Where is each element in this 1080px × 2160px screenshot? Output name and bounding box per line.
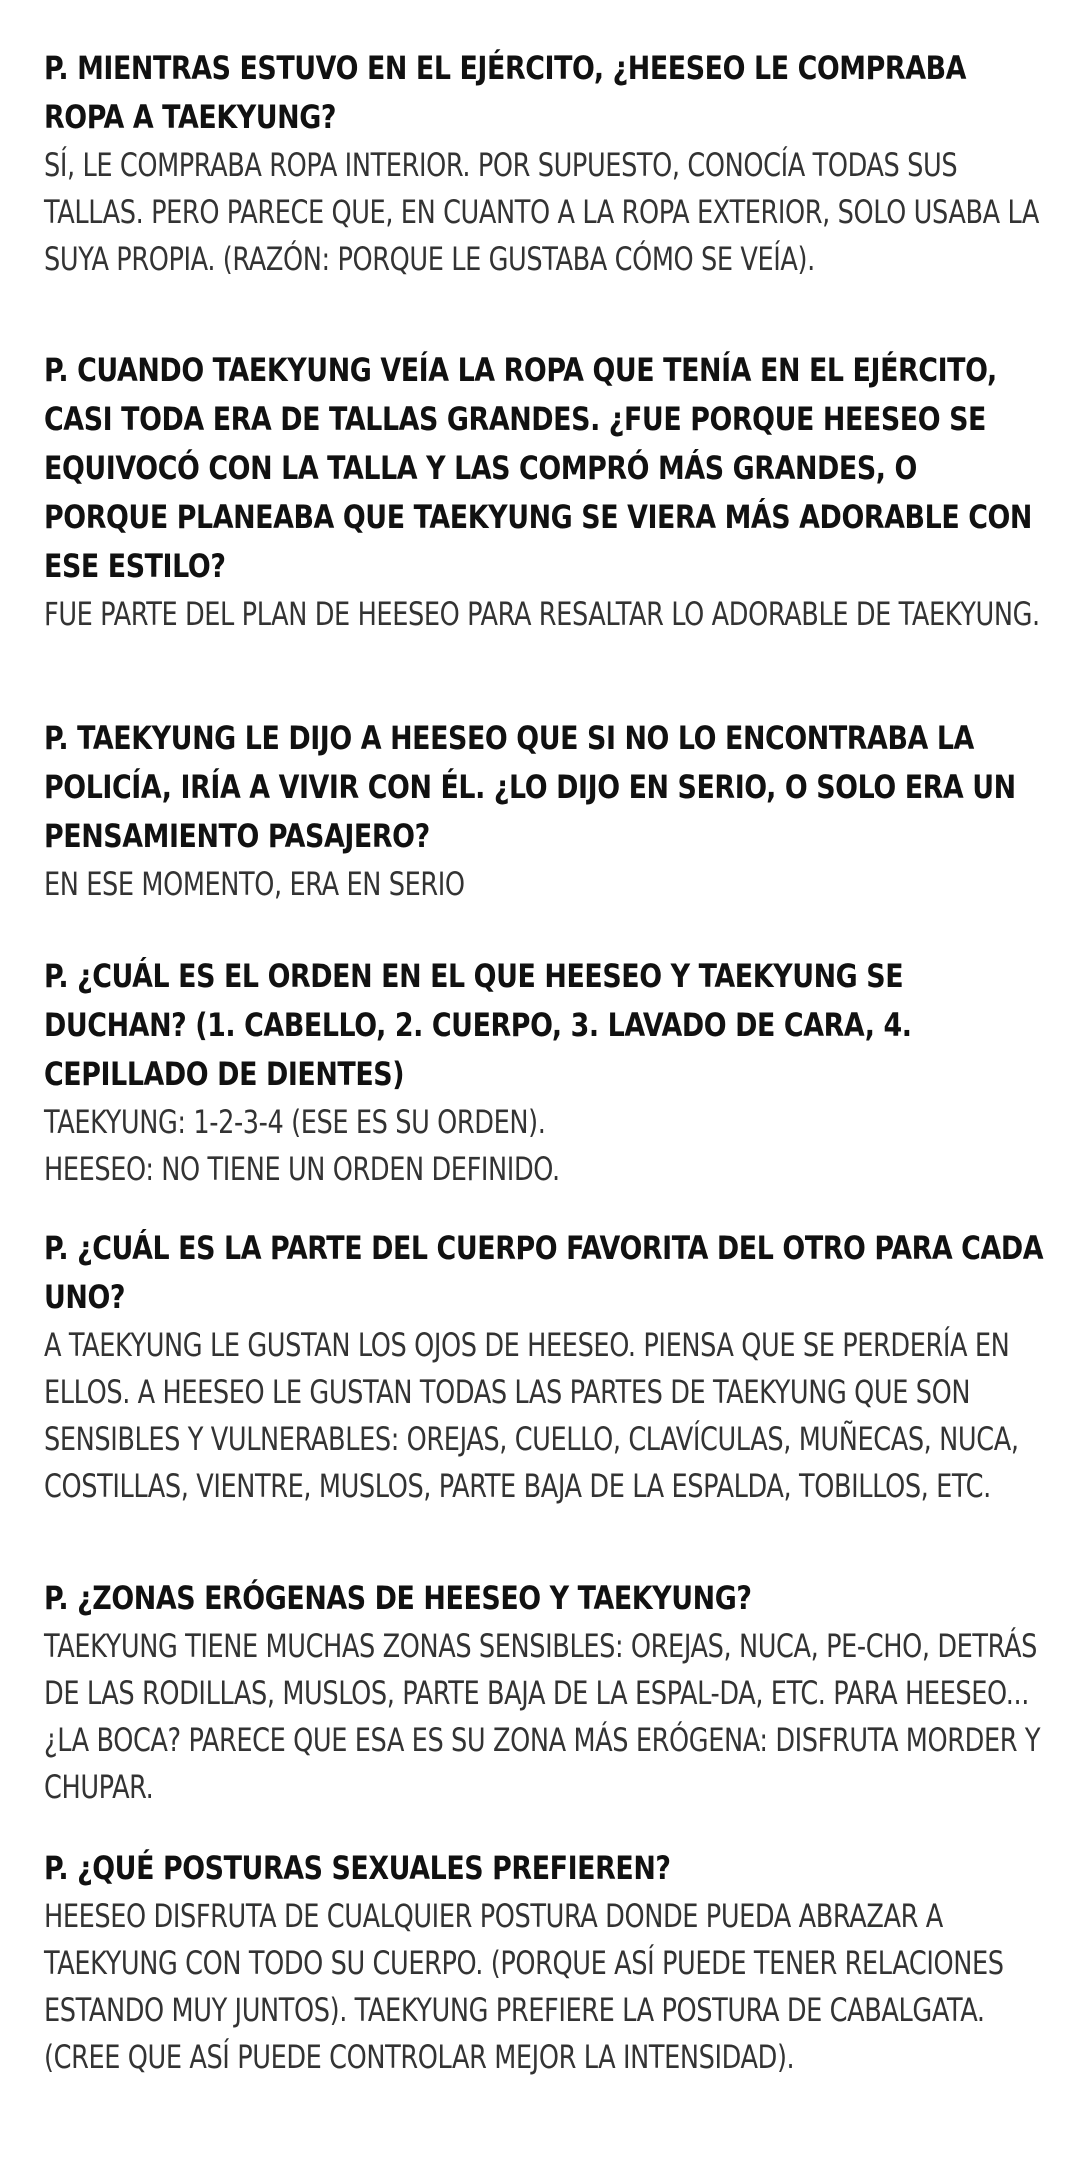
qa-item-large-sizes xyxy=(44,346,1044,688)
question-text: P. CUANDO TAEKYUNG VEÍA LA ROPA QUE TENÍA EN EL EJÉRCITO, CASI TODA ERA DE TALLAS GRANDES. ¿FUE PORQUE HEESEO SE EQUIVOCÓ CON LA TALLA Y LAS COMPRÓ MÁS GRANDES, O PORQUE PLANEABA QUE TAEKYUNG SE VIERA MÁS ADORABLE CON ESE ESTILO? xyxy=(44,351,1033,585)
qa-item-army-clothes xyxy=(44,44,1044,320)
question-text: P. TAEKYUNG LE DIJO A HEESEO QUE SI NO LO ENCONTRABA LA POLICÍA, IRÍA A VIVIR CON ÉL. ¿LO DIJO EN SERIO, O SOLO ERA UN PENSAMIENTO PASAJERO? xyxy=(44,719,1016,855)
answer-text: A TAEKYUNG LE GUSTAN LOS OJOS DE HEESEO. PIENSA QUE SE PERDERÍA EN ELLOS. A HEESEO LE GUSTAN TODAS LAS PARTES DE TAEKYUNG QUE SON SENSIBLES Y VULNERABLES: OREJAS, CUELLO, CLAVÍCULAS, MUÑECAS, NUCA, COSTILLAS, VIENTRE, MUSLOS, PARTE BAJA DE LA ESPALDA, TOBILLOS, ETC. xyxy=(44,1326,1019,1505)
answer-text: FUE PARTE DEL PLAN DE HEESEO PARA RESALTAR LO ADORABLE DE TAEKYUNG. xyxy=(44,595,1040,633)
answer-text: HEESEO DISFRUTA DE CUALQUIER POSTURA DONDE PUEDA ABRAZAR A TAEKYUNG CON TODO SU CUERPO. (PORQUE ASÍ PUEDE TENER RELACIONES ESTANDO MUY JUNTOS). TAEKYUNG PREFIERE LA POSTURA DE CABALGATA. (CREE QUE ASÍ PUEDE CONTROLAR MEJOR LA INTENSIDAD). xyxy=(44,1897,1004,2076)
answer-text: TAEKYUNG TIENE MUCHAS ZONAS SENSIBLES: OREJAS, NUCA, PE-CHO, DETRÁS DE LAS RODILLAS, MUSLOS, PARTE BAJA DE LA ESPAL-DA, ETC. PARA HEESEO... ¿LA BOCA? PARECE QUE ESA ES SU ZONA MÁS ERÓGENA: DISFRUTA MORDER Y CHUPAR. xyxy=(44,1627,1041,1806)
qa-item-favorite-body-part xyxy=(44,1224,1044,1548)
question-text: P. ¿QUÉ POSTURAS SEXUALES PREFIEREN? xyxy=(44,1849,671,1887)
qa-item-erogenous-zones xyxy=(44,1574,1044,1818)
question-text: P. MIENTRAS ESTUVO EN EL EJÉRCITO, ¿HEESEO LE COMPRABA ROPA A TAEKYUNG? xyxy=(44,49,967,136)
question-text: P. ¿CUÁL ES LA PARTE DEL CUERPO FAVORITA DEL OTRO PARA CADA UNO? xyxy=(44,1229,1044,1316)
qa-item-police xyxy=(44,714,1044,926)
qa-item-shower-order xyxy=(44,952,1044,1198)
answer-text: SÍ, LE COMPRABA ROPA INTERIOR. POR SUPUESTO, CONOCÍA TODAS SUS TALLAS. PERO PARECE QUE, EN CUANTO A LA ROPA EXTERIOR, SOLO USABA LA SUYA PROPIA. (RAZÓN: PORQUE LE GUSTABA CÓMO SE VEÍA). xyxy=(44,146,1040,278)
question-text: P. ¿CUÁL ES EL ORDEN EN EL QUE HEESEO Y TAEKYUNG SE DUCHAN? (1. CABELLO, 2. CUERPO, 3. LAVADO DE CARA, 4. CEPILLADO DE DIENTES) xyxy=(44,957,912,1093)
question-text: P. ¿ZONAS ERÓGENAS DE HEESEO Y TAEKYUNG? xyxy=(44,1579,752,1617)
qa-document xyxy=(44,44,1044,2160)
qa-item-positions xyxy=(44,1844,1044,2134)
answer-text: EN ESE MOMENTO, ERA EN SERIO xyxy=(44,865,465,903)
answer-text: TAEKYUNG: 1-2-3-4 (ESE ES SU ORDEN). HEESEO: NO TIENE UN ORDEN DEFINIDO. xyxy=(44,1103,560,1188)
